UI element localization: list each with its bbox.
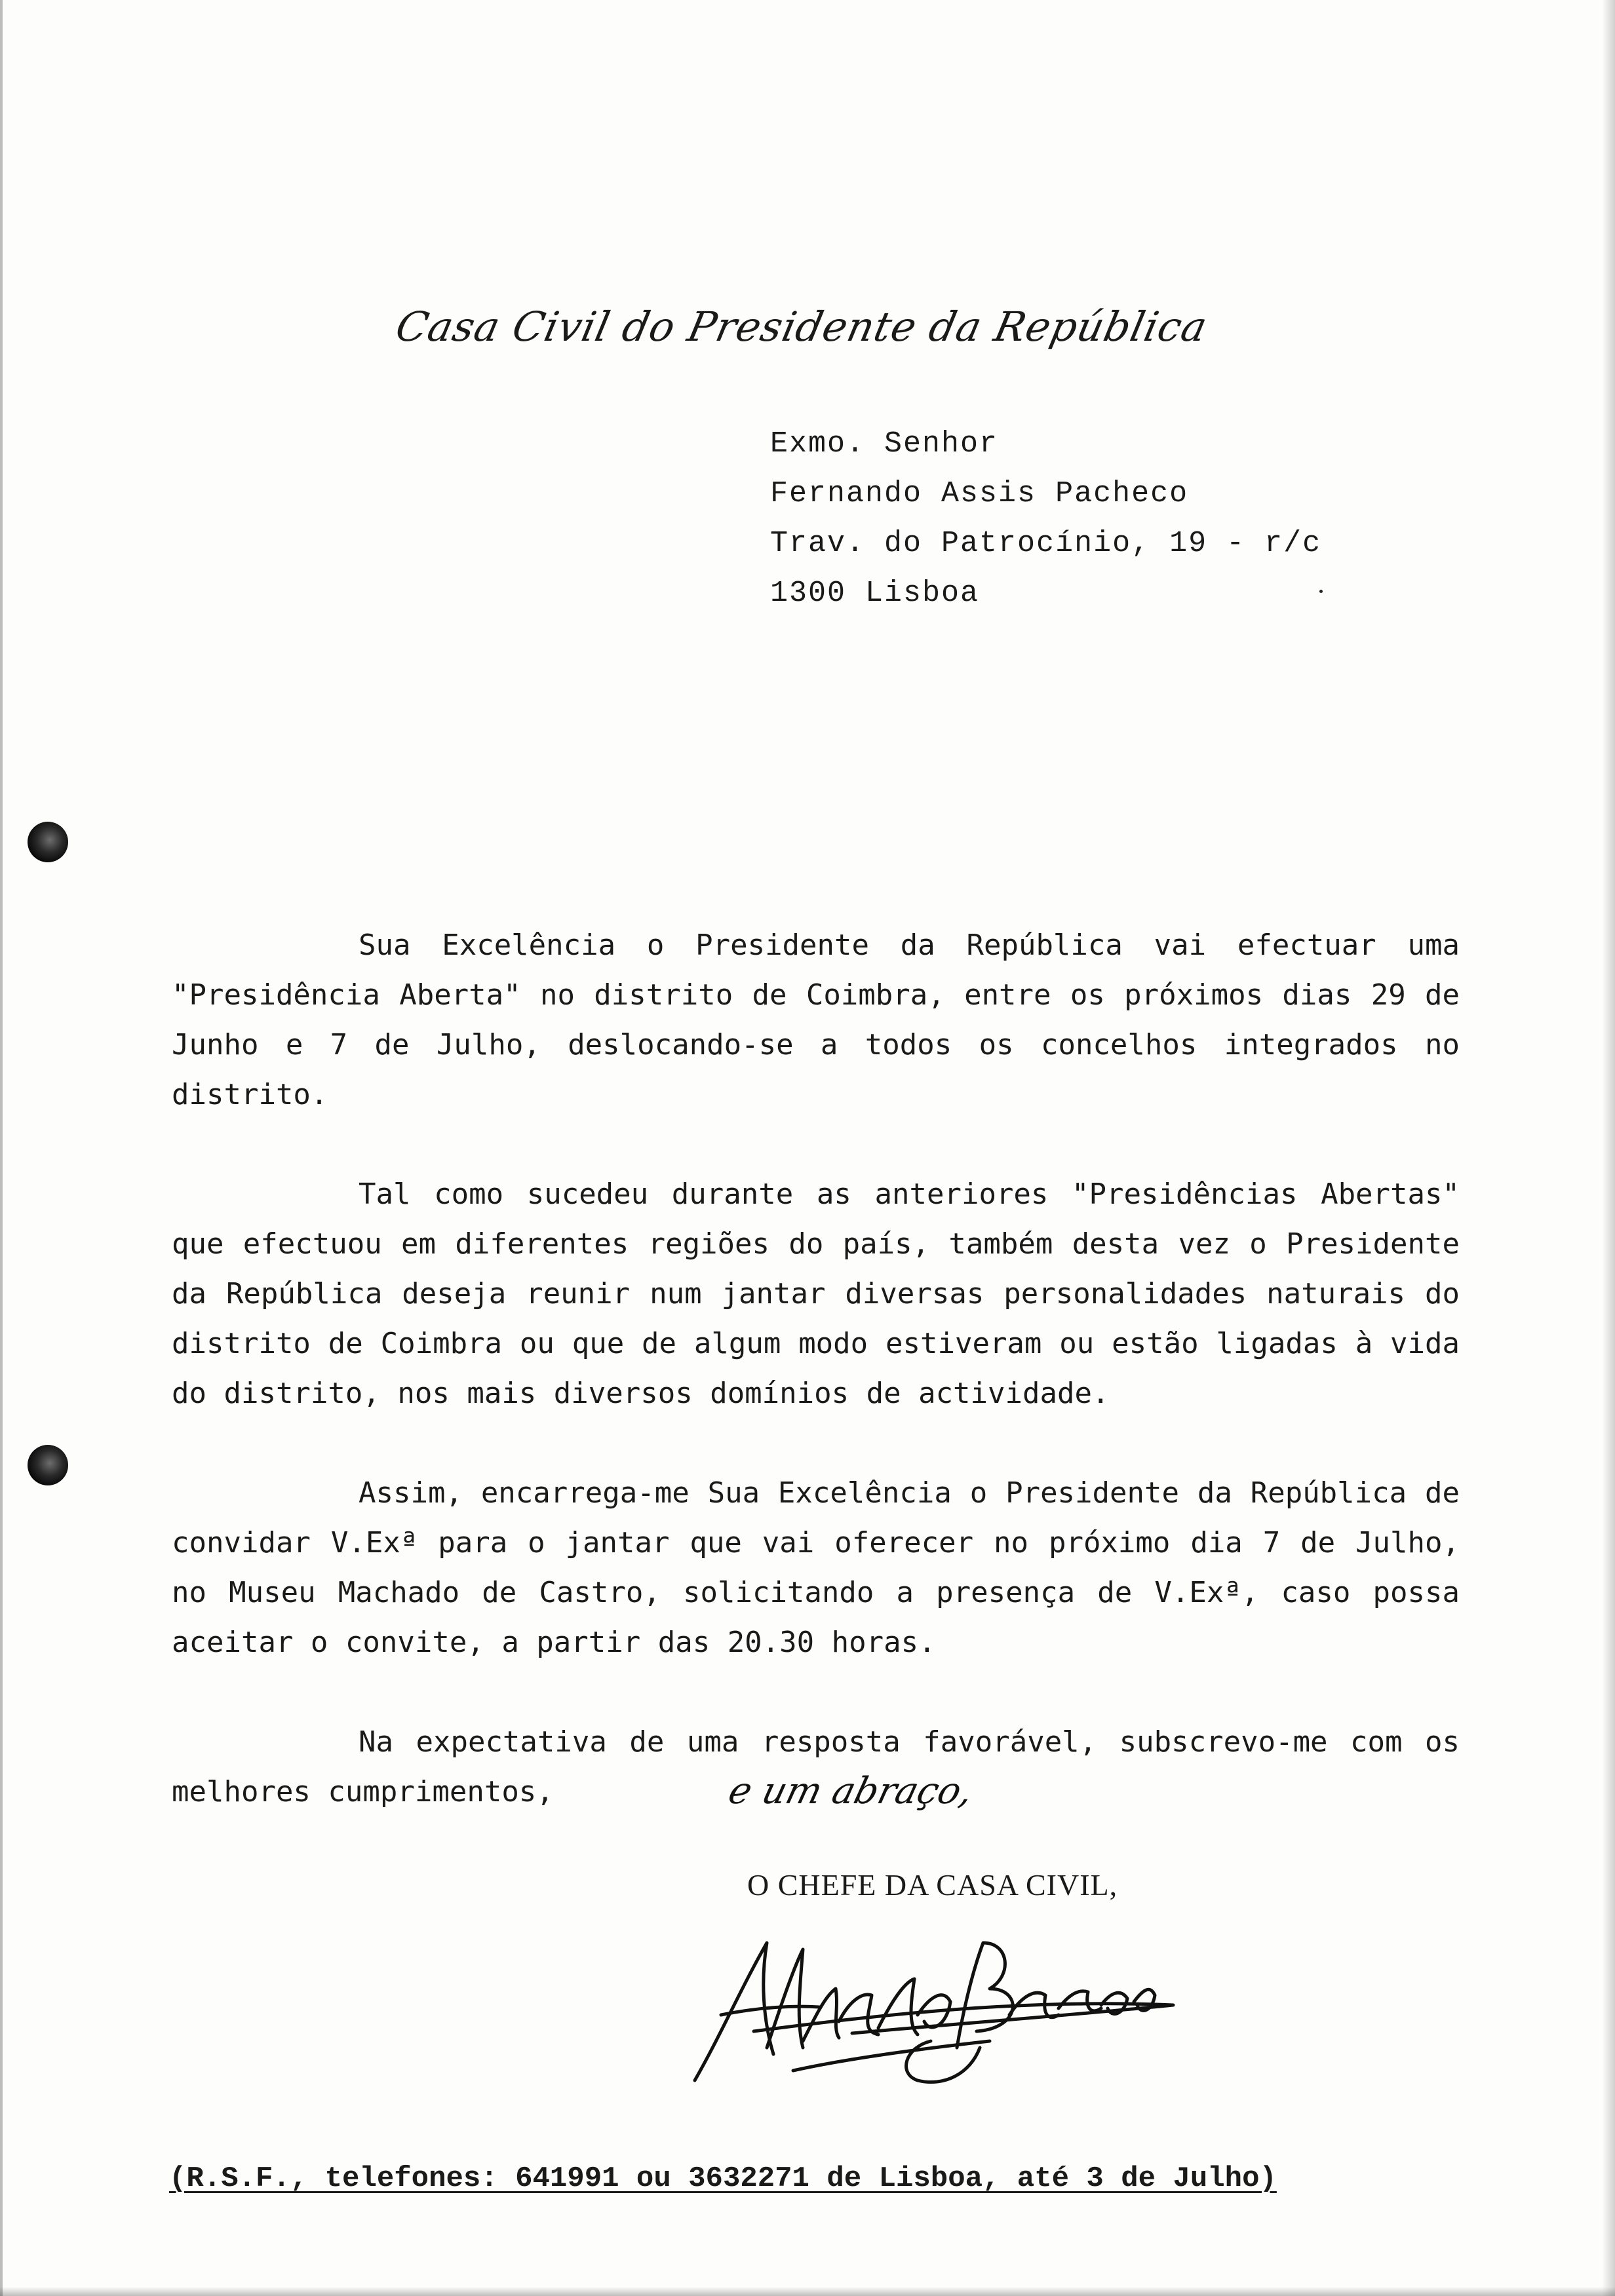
body-paragraph: Tal como sucedeu durante as anteriores "Presidências Abertas" que efectuou em diferentes regiões do país, também desta vez o Presidente da República deseja reunir num jantar diversas personalidades naturais do distrito de Coimbra ou que de algum modo estiveram ou estão ligadas à vida do distrito, nos mais diversos domínios de actividade. (172, 1177, 1460, 1410)
scan-edge-bottom (0, 2287, 1615, 2296)
handwritten-closing-text: e um abraço, (724, 1769, 978, 1812)
scan-edge-left (0, 0, 3, 2296)
letter-body (172, 921, 1460, 1867)
handwritten-closing (721, 1763, 1036, 1822)
body-paragraph: Na expectativa de uma resposta favorável, subscrevo-me com os melhores cumprimentos, (172, 1725, 1460, 1808)
address-line: Trav. do Patrocínio, 19 - r/c (770, 527, 1322, 560)
letterhead (391, 294, 1212, 372)
scan-edge-right (1602, 0, 1615, 2296)
letterhead-text: Casa Civil do Presidente da República (391, 303, 1212, 351)
signature (682, 1917, 1180, 2094)
address-line: 1300 Lisboa (770, 577, 980, 610)
address-line: Exmo. Senhor (770, 427, 999, 461)
stray-mark (1319, 590, 1323, 593)
signatory-title: O CHEFE DA CASA CIVIL, (747, 1868, 1118, 1902)
footer-note: (R.S.F., telefones: 641991 ou 3632271 de Lisboa, até 3 de Julho) (169, 2162, 1277, 2195)
punch-hole-top (28, 822, 68, 862)
punch-hole-bottom (28, 1445, 68, 1485)
address-line: Fernando Assis Pacheco (770, 477, 1189, 510)
body-paragraph: Assim, encarrega-me Sua Excelência o Presidente da República de convidar V.Exª para o jantar que vai oferecer no próximo dia 7 de Julho, no Museu Machado de Castro, solicitando a presença de V.Exª, caso possa aceitar o convite, a partir das 20.30 horas. (172, 1476, 1460, 1659)
body-paragraph: Sua Excelência o Presidente da República vai efectuar uma "Presidência Aberta" no distrito de Coimbra, entre os próximos dias 29 de Junho e 7 de Julho, deslocando-se a todos os concelhos integrados no distrito. (172, 928, 1460, 1111)
recipient-address (770, 419, 1321, 619)
